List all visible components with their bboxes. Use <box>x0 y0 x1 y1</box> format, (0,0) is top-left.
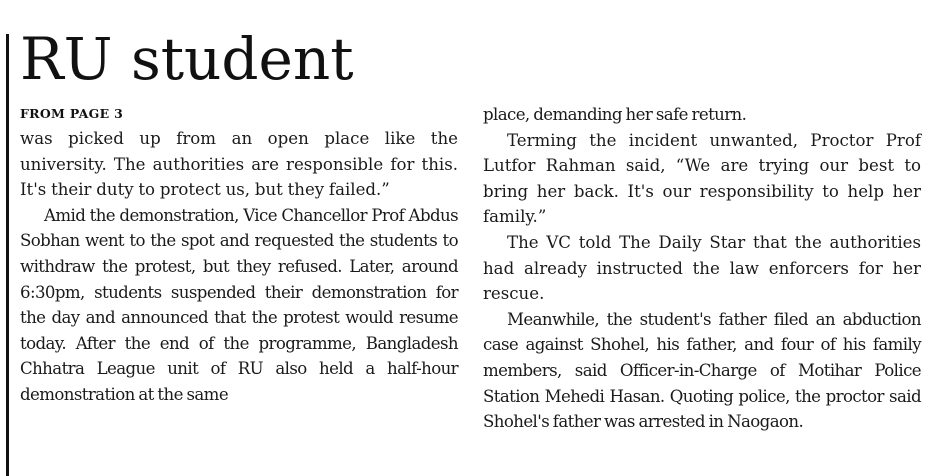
paragraph: Amid the demonstration, Vice Chancellor Prof Abdus Sobhan went to the spot and requested the students to withdraw the protest, but they refused. Later, around 6:30pm, students suspended their demonstration for the day and announced that the protest would resume today. After the end of the programme, Bangladesh Chhatra League unit of RU also held a half-hour demonstration at the same <box>20 205 458 404</box>
continued-from-label: FROM PAGE 3 <box>20 106 124 121</box>
paragraph: Terming the incident unwanted, Proctor Prof Lutfor Rahman said, “We are trying our best to bring her back. It's our responsibility to help her family.” <box>483 130 921 227</box>
column-rule <box>6 34 9 476</box>
paragraph: place, demanding her safe return. <box>483 105 747 124</box>
right-column <box>483 102 921 435</box>
paragraph: The VC told The Daily Star that the authorities had already instructed the law enforcers for her rescue. <box>483 232 921 304</box>
left-column <box>20 126 458 408</box>
paragraph: Meanwhile, the student's father filed an abduction case against Shohel, his father, and four of his family members, said Officer-in-Charge of Motihar Police Station Mehedi Hasan. Quoting police, the proctor said Shohel's father was arrested in Naogaon. <box>483 309 921 432</box>
headline: RU student <box>20 25 354 93</box>
paragraph: was picked up from an open place like the university. The authorities are responsible for this. It's their duty to protect us, but they failed.” <box>20 129 458 200</box>
